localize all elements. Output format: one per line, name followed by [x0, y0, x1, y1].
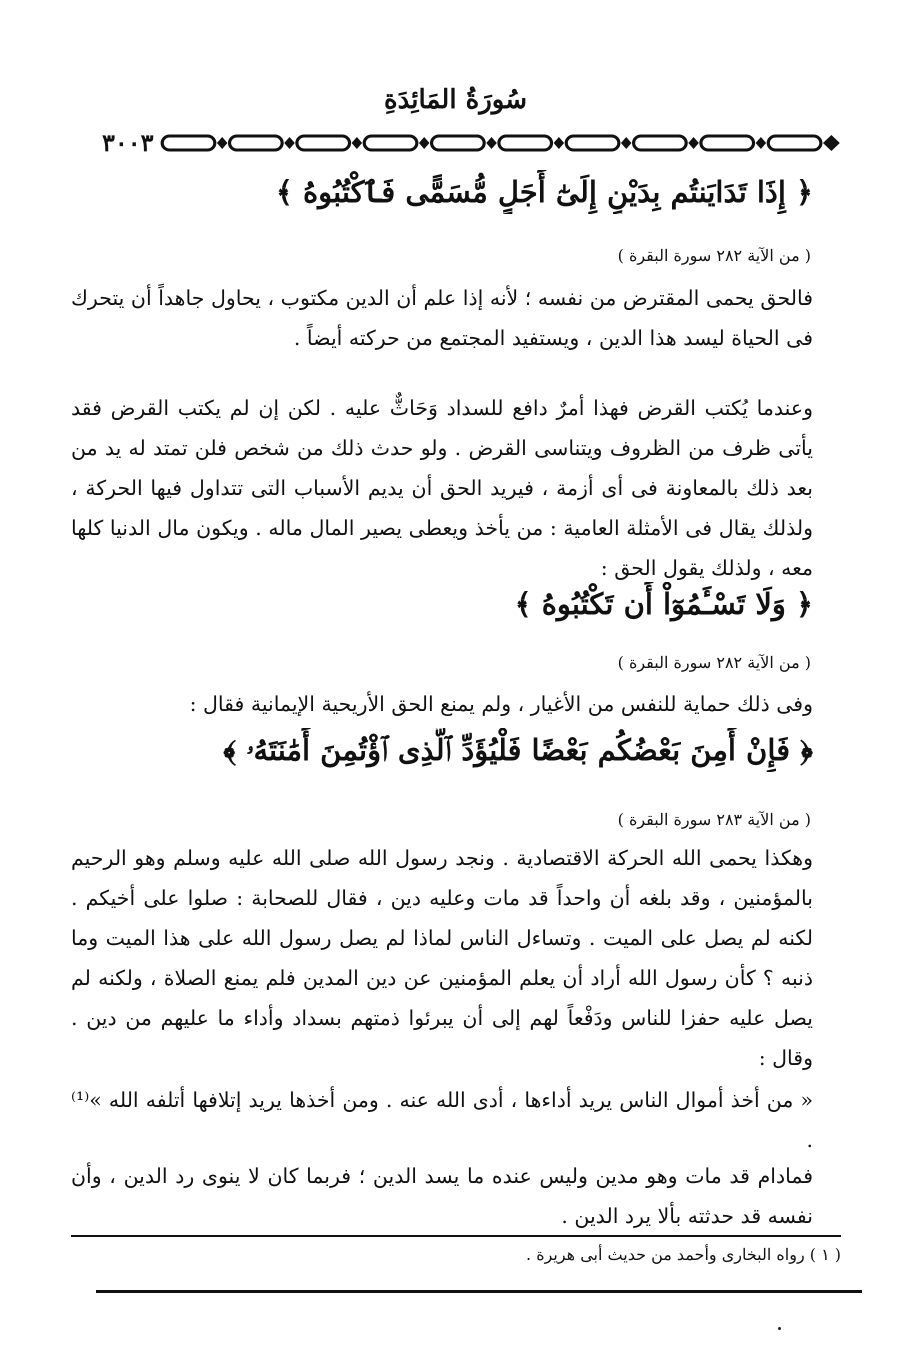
chain-border-icon: [158, 127, 852, 159]
verse-reference: ( من الآية ٢٨٢ سورة البقرة ): [617, 246, 811, 265]
quran-verse: ﴿ فَإِنْ أَمِنَ بَعْضُكُم بَعْضًا فَلْيُؤَدِّ ٱلَّذِى ٱؤْتُمِنَ أَمَٰنَتَهُۥ ﴾: [223, 733, 813, 767]
paragraph: وفى ذلك حماية للنفس من الأغيار ، ولم يمنع الحق الأريحية الإيمانية فقال :: [189, 692, 813, 716]
footnote: ( ١ ) رواه البخارى وأحمد من حديث أبى هريرة .: [526, 1245, 841, 1264]
paragraph: فالحق يحمى المقترض من نفسه ؛ لأنه إذا علم أن الدين مكتوب ، يحاول جاهداً أن يتحرك فى الحياة ليسد هذا الدين ، ويستفيد المجتمع من حركته أيضاً .: [71, 286, 813, 350]
verse-reference: ( من الآية ٢٨٢ سورة البقرة ): [617, 653, 811, 672]
verse-reference: ( من الآية ٢٨٣ سورة البقرة ): [617, 810, 811, 829]
footnote-divider: [71, 1235, 841, 1237]
hadith-paragraph: « من أخذ أموال الناس يريد أداءها ، أدى الله عنه . ومن أخذها يريد إتلافها أتلفه الله »⁽¹⁾ .: [71, 1088, 813, 1152]
quran-verse: ﴿ وَلَا تَسْـَٔمُوٓاْ أَن تَكْتُبُوهُ ﴾: [514, 587, 813, 621]
header-ornament: [98, 127, 852, 159]
page-number: ٣٠٠٣: [102, 128, 154, 157]
paragraph: وهكذا يحمى الله الحركة الاقتصادية . ونجد رسول الله صلى الله عليه وسلم وهو الرحيم بالمؤمنين ، وقد بلغه أن واحداً قد مات وعليه دين ، فقال للصحابة : صلوا على أخيكم . لكنه لم يصل على الميت . وتساءل الناس لماذا لم يصل رسول الله على هذا الميت وما ذنبه ؟ كأن رسول الله أراد أن يعلم المؤمنين عن دين المدين فلم يمنع الصلاة ، ولكنه لم يصل عليه حفزا للناس ودَفْعاً لهم إلى أن يبرئوا ذمتهم بسداد وأداء ما عليهم من دين . وقال :: [71, 846, 813, 1070]
speck: [778, 1327, 781, 1330]
page-bottom-rule: [96, 1290, 862, 1293]
paragraph: وعندما يُكتب القرض فهذا أمرٌ دافع للسداد وَحَاثٌّ عليه . لكن إن لم يكتب القرض فقد يأتى ظرف من الظروف ويتناسى القرض . ولو حدث ذلك من شخص فلن تمتد له يد من بعد ذلك بالمعاونة فى أى أزمة ، فيريد الحق أن يديم الأسباب التى تتداول فيها الحركة ، ولذلك يقال فى الأمثلة العامية : من يأخذ ويعطى يصير المال ماله . ويكون مال الدنيا كلها معه ، ولذلك يقول الحق :: [71, 396, 813, 580]
surah-title: سُورَةُ المَائِدَةِ: [383, 85, 528, 115]
paragraph: فمادام قد مات وهو مدين وليس عنده ما يسد الدين ؛ فربما كان لا ينوى رد الدين ، وأن نفسه قد حدثته بألا يرد الدين .: [71, 1164, 813, 1228]
quran-verse: ﴿ إِذَا تَدَايَنتُم بِدَيْنٍ إِلَىٰٓ أَجَلٍ مُّسَمًّى فَٱكْتُبُوهُ ﴾: [275, 175, 813, 209]
